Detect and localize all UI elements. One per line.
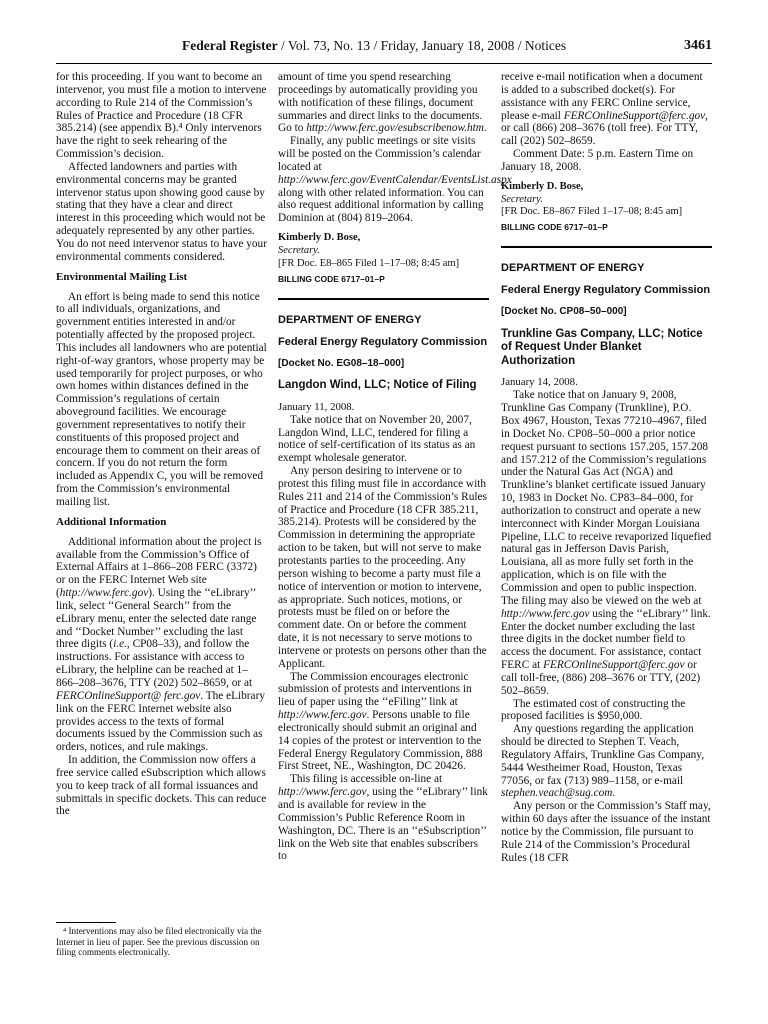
docket-number: [Docket No. EG08–18–000] — [278, 357, 405, 369]
notice-date: January 14, 2008. — [501, 376, 578, 389]
fr-doc-line: [FR Doc. E8–865 Filed 1–17–08; 8:45 am] — [278, 257, 460, 269]
text-italic: i.e., — [113, 638, 130, 651]
text-run: The Commission encourages electronic submission of protests and interventions in lieu of paper using the ‘‘eFiling’’ link at — [278, 670, 472, 709]
text-run: along with other related information. You can also request additional information by calling Dominion at (804) 819–2064. — [278, 186, 484, 225]
text-run: using the ‘‘eLibrary’’ link. Enter the docket number excluding the last three digits in the docket number field to access the document. For assistance, contact FERC at — [501, 607, 711, 672]
url-link[interactable]: http://www.ferc.gov/EventCalendar/EventsList.aspx — [278, 173, 512, 186]
text-run: receive e-mail notification when a document is added to a subscribed docket(s). For assistance with any FERC Online service, please e-mail — [501, 71, 703, 122]
column-1 — [56, 71, 267, 818]
paragraph: An effort is being made to send this notice to all individuals, organizations, and government entities interested in and/or potentially affected by the proposed project. This includes all landowners who are potential right-of-way grantors, whose property may be used temporarily for project purposes, or who own homes within distances defined in the Commission’s regulations of certain aboveground facilities. We encourage government representatives to notify their constituents of this proposed project and encourage them to comment on their areas of concern. If you do not return the form included as Appendix C, you will be removed from the Commission’s environmental mailing list. — [56, 290, 267, 508]
column-2 — [278, 71, 512, 863]
running-title — [182, 38, 566, 54]
page-number: 3461 — [684, 38, 712, 53]
paragraph — [278, 671, 489, 774]
email-link[interactable]: FERCOnlineSupport@ ferc.gov — [56, 689, 201, 702]
text-run: , using the ‘‘eLibrary’’ link and is available for review in the Commission’s Public Reference Room in Washington, DC. There is an ‘‘eSubscription’’ link on the Web site that enables subscribers to — [278, 786, 488, 863]
text-run: or call toll-free, (886) 208–3676 or TTY, (202) 502–8659. — [501, 659, 701, 697]
docket-number: [Docket No. CP08–50–000] — [501, 306, 627, 318]
text-run: ). Using the ‘‘eLibrary’’ link, select ‘‘General Search’’ from the eLibrary menu, enter the selected date range and ‘‘Docket Number’’ excluding the last three digits ( — [56, 587, 257, 651]
notice-heading: Trunkline Gas Company, LLC; Notice of Request Under Blanket Authorization — [501, 327, 703, 367]
paragraph: Any person desiring to intervene or to protest this filing must file in accordance with Rules 211 and 214 of the Commission’s Rules of Practice and Procedure (18 CFR 385.211, 385.214). Protests will be considered by the Commission in determining the appropriate action to be taken, but will not serve to make protestants parties to the proceeding. Any person wishing to become a party must file a notice of intervention or motion to intervene, as appropriate. Such notices, motions, or protests must be filed on or before the comment date. On or before the comment date, it is not necessary to serve motions to intervene or protests on persons other than the Applicant. — [278, 465, 487, 670]
column-3 — [501, 71, 712, 865]
text-run: amount of time you spend researching proceedings by automatically providing you with notification of these filings, document summaries and direct links to the documents. Go to — [278, 71, 483, 135]
email-link[interactable]: FERCOnlineSupport@ferc.gov — [543, 659, 685, 672]
url-link[interactable]: http://www.ferc.gov — [278, 786, 367, 799]
url-link[interactable]: http://www.ferc.gov/esubscribenow.htm — [306, 122, 484, 135]
paragraph: Comment Date: 5 p.m. Eastern Time on January 18, 2008. — [501, 148, 694, 173]
text-run: This filing is accessible on-line at — [290, 773, 443, 786]
journal-name: Federal Register — [182, 38, 278, 53]
text-run: Any questions regarding the application should be directed to Stephen T. Veach, Regulatory Affairs, Trunkline Gas Company, 5444 Westheimer Road, Houston, Texas 77056, or fax (713) 989–1158, or e-mail — [501, 723, 705, 787]
paragraph: Take notice that on November 20, 2007, Langdon Wind, LLC, tendered for filing a notice of self-certification of its status as an exempt wholesale generator. — [278, 413, 476, 465]
paragraph: The estimated cost of constructing the proposed facilities is $950,000. — [501, 697, 686, 723]
subagency-heading: Federal Energy Regulatory Commission — [501, 284, 711, 297]
url-link[interactable]: http://www.ferc.gov — [59, 587, 149, 600]
text-run: . — [612, 787, 616, 800]
agency-heading: DEPARTMENT OF ENERGY — [501, 262, 645, 275]
notice-heading: Langdon Wind, LLC; Notice of Filing — [278, 379, 477, 392]
billing-code: BILLING CODE 6717–01–P — [501, 222, 608, 233]
paragraph: for this proceeding. If you want to become an intervenor, you must file a motion to intervene according to Rule 214 of the Commission’s Rules of Practice and Procedure (18 CFR 385.214) (see appendix B).⁴ Only intervenors have the right to seek rehearing of the Commission’s decision. — [56, 71, 267, 161]
section-heading: Additional Information — [56, 515, 167, 528]
paragraph — [278, 773, 489, 863]
fr-doc-line: [FR Doc. E8–867 Filed 1–17–08; 8:45 am] — [501, 206, 683, 218]
footnote: ⁴ Interventions may also be filed electronically via the Internet in lieu of paper. See the previous discussion on filing comments electronically. — [56, 926, 262, 958]
email-link[interactable]: stephen.veach@sug.com — [501, 787, 613, 800]
agency-heading: DEPARTMENT OF ENERGY — [278, 313, 422, 326]
section-divider — [501, 246, 712, 248]
section-divider — [278, 298, 489, 300]
paragraph — [501, 723, 712, 800]
text-run: Additional information about the project is available from the Commission’s Office of External Affairs at 1–866–208 FERC (3372) or on the FERC Internet Web site ( — [56, 535, 262, 600]
paragraph — [501, 389, 712, 697]
paragraph: Any person or the Commission’s Staff may, within 60 days after the issuance of the instant notice by the Commission, file pursuant to Rule 214 of the Commission’s Procedural Rules (18 CFR — [501, 800, 711, 864]
paragraph — [56, 536, 267, 754]
paragraph: Affected landowners and parties with environmental concerns may be granted intervenor status upon showing good cause by stating that they have a clear and direct interest in this proceeding which would not be adequately represented by any other parties. You do not need intervenor status to have your environmental comments considered. — [56, 160, 267, 263]
billing-code: BILLING CODE 6717–01–P — [278, 273, 385, 284]
paragraph: In addition, the Commission now offers a free service called eSubscription which allows you to keep track of all formal issuances and submittals in specific dockets. This can reduce the — [56, 754, 267, 818]
url-link[interactable]: http://www.ferc.gov — [278, 709, 367, 722]
paragraph — [278, 71, 489, 135]
text-run: Take notice that on January 9, 2008, Trunkline Gas Company (Trunkline), P.O. Box 4967, Houston, Texas 77210–4967, filed in Docket No. CP08–50–000 a prior notice request pursuant to sections 157.205, 157.208 and 157.212 of the Commission’s regulations under the Natural Gas Act (NGA) and Trunkline’s blanket certificate issued January 10, 1983 in Docket No. CP83–84–000, for authorization to construct and operate a new interconnect with Kinder Morgan Louisiana Pipeline, LLC to receive revaporized liquefied natural gas in Jefferson Davis Parish, Louisiana, all as more fully set forth in the application, which is on file with the Commission and open to public inspection. The filing may also be viewed on the web at — [501, 389, 712, 607]
email-link[interactable]: FERCOnlineSupport@ferc.gov — [563, 109, 706, 122]
text-run: . The eLibrary link on the FERC Internet website also provides access to the texts of formal documents issued by the Commission such as orders, notices, and rule makings. — [56, 689, 265, 754]
page-header — [56, 38, 712, 60]
text-run: . — [483, 122, 487, 135]
text-run: CP08–33), and follow the instructions. For assistance with access to eLibrary, the helpline can be reached at 1–866–208–3676, TTY (202) 502–8659, or at — [56, 638, 253, 689]
text-run: Finally, any public meetings or site visits will be posted on the Commission’s calendar located at — [278, 135, 481, 173]
footnote-rule — [56, 922, 116, 923]
text-run: . Persons unable to file electronically should submit an original and 14 copies of the protest or intervention to the Federal Energy Regulatory Commission, 888 First Street, NE., Washington, DC 20426. — [278, 709, 483, 773]
issue-details: / Vol. 73, No. 13 / Friday, January 18, 2008 / Notices — [277, 38, 567, 53]
subagency-heading: Federal Energy Regulatory Commission — [278, 335, 488, 348]
url-link[interactable]: http://www.ferc.gov — [501, 607, 590, 620]
paragraph — [501, 71, 712, 148]
notice-date: January 11, 2008. — [278, 400, 355, 413]
header-rule — [56, 63, 712, 64]
section-heading: Environmental Mailing List — [56, 270, 188, 283]
signer-name: Kimberly D. Bose, — [278, 232, 361, 244]
signer-title: Secretary. — [501, 193, 543, 205]
paragraph — [278, 135, 512, 225]
text-run: , or call (866) 208–3676 (toll free). For TTY, call (202) 502–8659. — [501, 109, 708, 148]
signer-name: Kimberly D. Bose, — [501, 180, 584, 192]
signer-title: Secretary. — [278, 244, 320, 256]
